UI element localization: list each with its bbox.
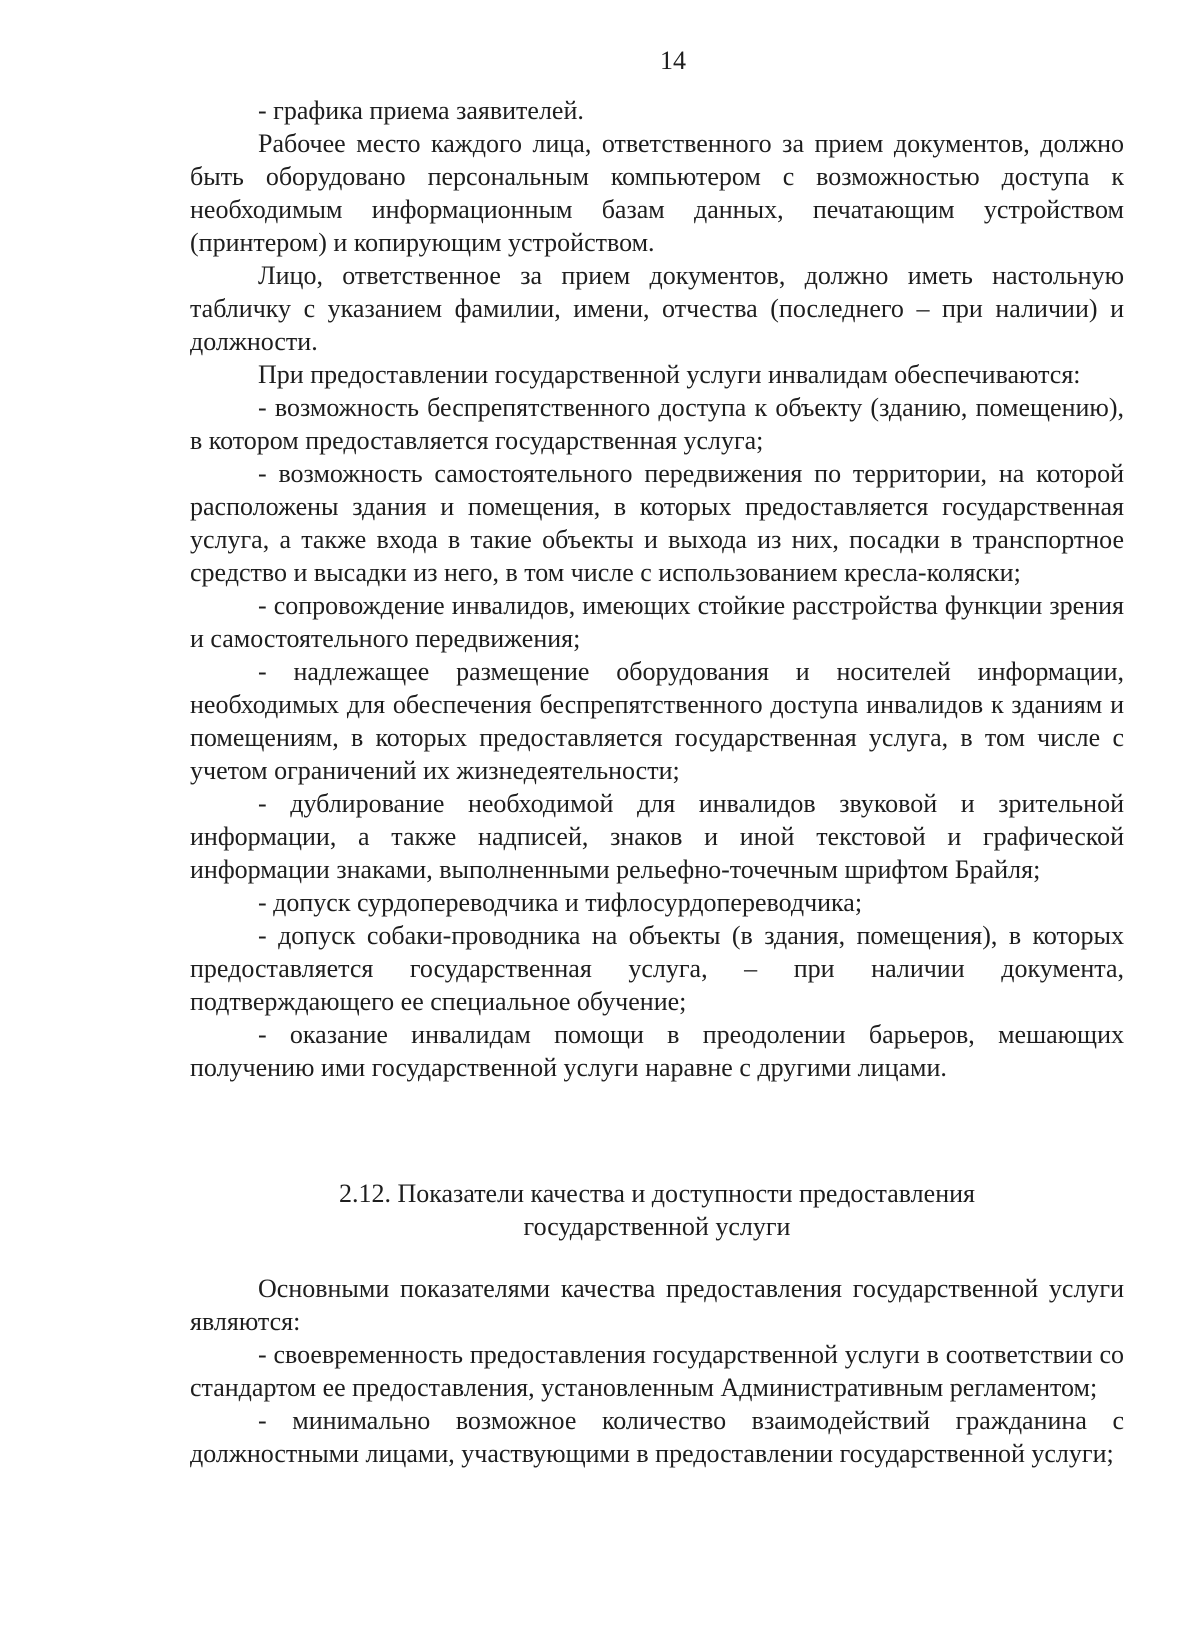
body-text-section-2 xyxy=(190,1272,1124,1470)
paragraph-5: - возможность беспрепятственного доступа к объекту (зданию, помещению), в котором предоставляется государственная услуга; xyxy=(190,393,1124,455)
section-heading xyxy=(190,1177,1124,1243)
paragraph-15: - минимально возможное количество взаимодействий гражданина с должностными лицами, участвующими в предоставлении государственной услуги; xyxy=(190,1406,1124,1468)
paragraph-13: Основными показателями качества предоставления государственной услуги являются: xyxy=(190,1274,1124,1336)
paragraph-10: - допуск сурдопереводчика и тифлосурдопереводчика; xyxy=(258,888,863,917)
paragraph-3: Лицо, ответственное за прием документов, должно иметь настольную табличку с указанием фамилии, имени, отчества (последнего – при наличии) и должности. xyxy=(190,261,1124,356)
paragraph-7: - сопровождение инвалидов, имеющих стойкие расстройства функции зрения и самостоятельного передвижения; xyxy=(190,591,1124,653)
paragraph-12: - оказание инвалидам помощи в преодолении барьеров, мешающих получению ими государственной услуги наравне с другими лицами. xyxy=(190,1020,1124,1082)
paragraph-6: - возможность самостоятельного передвижения по территории, на которой расположены здания и помещения, в которых предоставляется государственная услуга, а также входа в такие объекты и выхода из них, посадки в транспортное средство и высадки из него, в том числе с использованием кресла-коляски; xyxy=(190,459,1124,587)
section-heading-line-1: 2.12. Показатели качества и доступности предоставления xyxy=(339,1179,975,1208)
body-text-section-1 xyxy=(190,94,1124,1084)
paragraph-4: При предоставлении государственной услуги инвалидам обеспечиваются: xyxy=(258,360,1081,389)
paragraph-14: - своевременность предоставления государственной услуги в соответствии со стандартом ее предоставления, установленным Административным регламентом; xyxy=(190,1340,1124,1402)
paragraph-11: - допуск собаки-проводника на объекты (в здания, помещения), в которых предоставляется государственная услуга, – при наличии документа, подтверждающего ее специальное обучение; xyxy=(190,921,1124,1016)
paragraph-1: - графика приема заявителей. xyxy=(258,96,584,125)
paragraph-2: Рабочее место каждого лица, ответственного за прием документов, должно быть оборудовано персональным компьютером с возможностью доступа к необходимым информационным базам данных, печатающим устройством (принтером) и копирующим устройством. xyxy=(190,129,1124,257)
paragraph-9: - дублирование необходимой для инвалидов звуковой и зрительной информации, а также надписей, знаков и иной текстовой и графической информации знаками, выполненными рельефно-точечным шрифтом Брайля; xyxy=(190,789,1124,884)
paragraph-8: - надлежащее размещение оборудования и носителей информации, необходимых для обеспечения беспрепятственного доступа инвалидов к зданиям и помещениям, в которых предоставляется государственная услуга, в том числе с учетом ограничений их жизнедеятельности; xyxy=(190,657,1124,785)
page-number: 14 xyxy=(660,46,686,75)
section-heading-line-2: государственной услуги xyxy=(523,1212,791,1241)
